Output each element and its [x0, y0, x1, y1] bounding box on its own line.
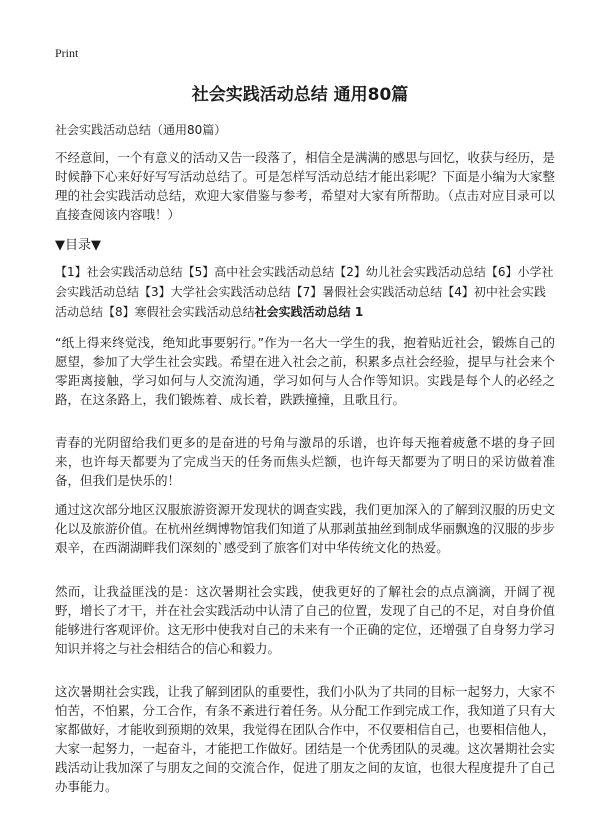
body-paragraph-2: 青春的光阴留给我们更多的是奋进的号角与激昂的乐谱，也许每天拖着疲惫不堪的身子回来，也许每天都要为了完成当天的任务而焦头烂额，也许每天都要为了明日的采访做着准备，但我们是快乐的！	[55, 435, 555, 488]
toc-heading: ▼目录▼	[55, 238, 101, 253]
toc-link-7[interactable]: 【7】暑假社会实践活动总结	[290, 285, 443, 299]
table-of-contents	[55, 262, 555, 322]
toc-link-3[interactable]: 【3】大学社会实践活动总结	[139, 285, 291, 299]
print-link[interactable]: Print	[55, 46, 79, 60]
toc-link-5[interactable]: 【5】高中社会实践活动总结	[182, 265, 335, 279]
body-paragraph-5: 这次暑期社会实践，让我了解到团队的重要性，我们小队为了共同的目标一起努力，大家不怕苦，不怕累，分工合作，有条不紊进行着任务。从分配工作到完成工作，我知道了只有大家都做好，才能收到预期的效果，我觉得在团队合作中，不仅要相信自己，也要相信他人，大家一起努力，一起奋斗，才能把工作做好。团结是一个优秀团队的灵魂。这次暑期社会实践活动让我加深了与朋友之间的交流合作，促进了朋友之间的友谊，也很大程度提升了自己办事能力。	[55, 684, 556, 794]
toc-link-8[interactable]: 【8】寒假社会实践活动总结	[103, 305, 255, 319]
page-title: 社会实践活动总结 通用80篇	[191, 85, 409, 105]
body-paragraph-4: 然而，让我益匪浅的是：这次暑期社会实践，使我更好的了解社会的点点滴滴，开阔了视野，增长了才干，并在社会实践活动中认清了自己的位置，发现了自己的不足，对自身价值能够进行客观评价。这无形中使我对自己的未来有一个正确的定位，还增强了自身努力学习知识并将之与社会相结合的信心和毅力。	[55, 584, 556, 656]
intro-paragraph: 不经意间，一个有意义的活动又告一段落了，相信全是满满的感思与回忆，收获与经历，是时候静下心来好好写写活动总结了。可是怎样写活动总结才能出彩呢？下面是小编为大家整理的社会实践活动总结，欢迎大家借鉴与参考，希望对大家有所帮助。（点击对应目录可以直接查阅该内容哦！）	[55, 150, 556, 222]
body-paragraph-1: “纸上得来终觉浅，绝知此事要躬行。”作为一名大一学生的我，抱着贴近社会，锻炼自己的愿望，参加了大学生社会实践。希望在进入社会之前，积累多点社会经验，提早与社会来个零距离接触，学习如何与人交流沟通，学习如何与人合作等知识。实践是每个人的必经之路，在这条路上，我们锻炼着、成长着，跌跌撞撞，且歌且行。	[55, 335, 556, 407]
toc-current-section[interactable]: 社会实践活动总结 1	[254, 305, 364, 319]
toc-link-4[interactable]: 【4】初中社会实践活动总结	[55, 285, 546, 319]
toc-link-1[interactable]: 【1】社会实践活动总结	[55, 265, 183, 279]
subtitle: 社会实践活动总结（通用80篇）	[55, 123, 227, 137]
body-paragraph-3: 通过这次部分地区汉服旅游资源开发现状的调查实践，我们更加深入的了解到汉服的历史文化以及旅游价值。在杭州丝绸博物馆我们知道了从那剥茧抽丝到制成华丽飘逸的汉服的步步艰辛，在西湖湖畔我们深刻的`感受到了旅客们对中华传统文化的热爱。	[55, 502, 556, 555]
toc-link-6[interactable]: 【6】小学社会实践活动总结	[55, 265, 554, 299]
toc-link-2[interactable]: 【2】幼儿社会实践活动总结	[334, 265, 486, 279]
